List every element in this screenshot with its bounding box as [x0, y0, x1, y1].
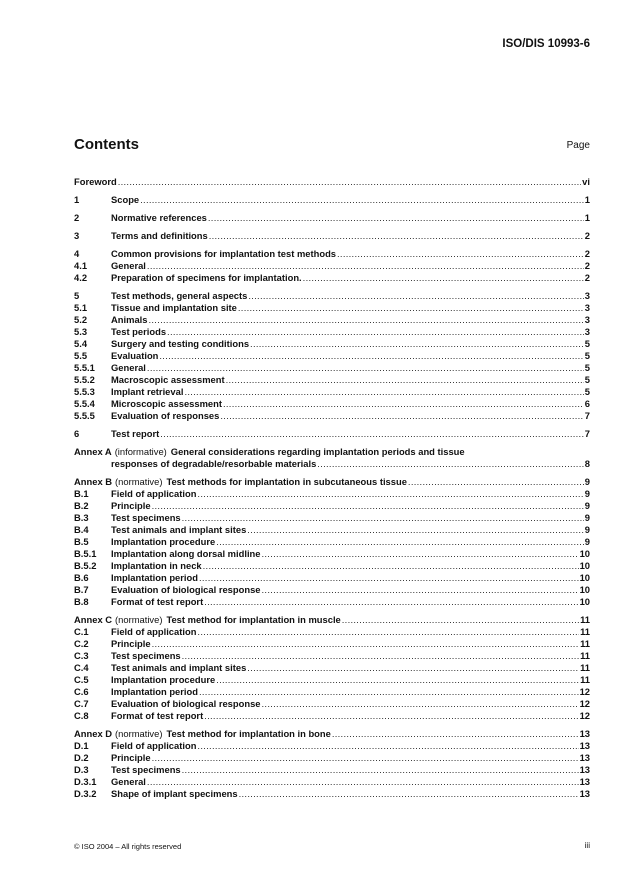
toc-entry-title: Test methods, general aspects — [111, 290, 248, 301]
toc-entry-page: 11 — [580, 650, 590, 661]
toc-entry-title: Animals — [111, 314, 148, 325]
dot-leader — [332, 728, 579, 740]
annex-a-heading[interactable] — [74, 446, 590, 458]
toc-entry-title: Principle — [111, 752, 151, 763]
toc-entry-page: 7 — [584, 428, 590, 439]
toc-entry-page: vi — [582, 176, 590, 187]
toc-entry[interactable] — [74, 512, 590, 524]
copyright-notice: © ISO 2004 – All rights reserved — [74, 842, 182, 851]
dot-leader — [118, 176, 581, 188]
toc-entry-title: Normative references — [111, 212, 207, 223]
annex-d-heading[interactable] — [74, 728, 590, 740]
toc-entry-number: C.3 — [74, 650, 89, 661]
toc-entry[interactable] — [74, 686, 590, 698]
toc-entry[interactable] — [74, 290, 590, 302]
toc-entry-title: Tissue and implantation site — [111, 302, 237, 313]
toc-entry-number: 1 — [74, 194, 80, 205]
toc-entry-number: 4.2 — [74, 272, 88, 283]
contents-heading: Contents — [74, 136, 139, 153]
toc-entry[interactable] — [74, 584, 590, 596]
toc-entry-number: 4 — [74, 248, 80, 259]
toc-entry[interactable] — [74, 302, 590, 314]
toc-entry[interactable] — [74, 386, 590, 398]
toc-entry[interactable] — [74, 500, 590, 512]
toc-entry-page: 12 — [579, 698, 590, 709]
toc-entry[interactable] — [74, 410, 590, 422]
toc-entry[interactable] — [74, 428, 590, 440]
dot-leader — [199, 572, 579, 584]
toc-entry-number: C.2 — [74, 638, 89, 649]
toc-entry-number: 5.5.3 — [74, 386, 95, 397]
toc-entry-title: Evaluation of biological response — [111, 584, 261, 595]
dot-leader — [216, 536, 584, 548]
toc-entry-page: 5 — [584, 374, 590, 385]
toc-entry[interactable] — [74, 350, 590, 362]
dot-leader — [247, 662, 579, 674]
toc-entry-page: 3 — [584, 314, 590, 325]
toc-entry[interactable] — [74, 764, 590, 776]
toc-entry[interactable] — [74, 194, 590, 206]
toc-entry[interactable] — [74, 398, 590, 410]
toc-entry-page: 10 — [579, 584, 590, 595]
toc-entry[interactable] — [74, 524, 590, 536]
toc-entry-number: 5.1 — [74, 302, 88, 313]
toc-entry-title: Surgery and testing conditions — [111, 338, 250, 349]
toc-entry-title: Implant retrieval — [111, 386, 184, 397]
toc-entry-page: 1 — [584, 194, 590, 205]
toc-entry-page: 3 — [584, 326, 590, 337]
toc-entry[interactable] — [74, 776, 590, 788]
dot-leader — [262, 584, 579, 596]
toc-entry-number: 5.5.4 — [74, 398, 95, 409]
toc-entry-title: Shape of implant specimens — [111, 788, 238, 799]
toc-entry-page: 10 — [579, 560, 590, 571]
toc-entry-number: B.8 — [74, 596, 89, 607]
toc-entry-page: 9 — [584, 476, 590, 487]
toc-entry-page: 11 — [580, 626, 590, 637]
annex-label: Annex D — [74, 728, 113, 739]
toc-entry-number: 5.5 — [74, 350, 88, 361]
toc-entry-page: 10 — [579, 572, 590, 583]
toc-entry-title: Field of application — [111, 626, 197, 637]
document-id: ISO/DIS 10993-6 — [502, 38, 590, 50]
toc-entry-title: Implantation in neck — [111, 560, 202, 571]
dot-leader — [147, 362, 584, 374]
dot-leader — [147, 260, 584, 272]
toc-entry-title: Test specimens — [111, 764, 181, 775]
dot-leader — [167, 326, 584, 338]
toc-entry-number: D.3.2 — [74, 788, 97, 799]
toc-entry-number: C.1 — [74, 626, 89, 637]
toc-entry-page: 11 — [580, 662, 590, 673]
toc-entry-number: B.1 — [74, 488, 89, 499]
toc-entry-foreword[interactable] — [74, 176, 590, 188]
toc-entry-number: C.4 — [74, 662, 89, 673]
toc-entry-title: General — [111, 260, 146, 271]
dot-leader — [182, 764, 579, 776]
dot-leader — [182, 650, 579, 662]
dot-leader — [250, 338, 584, 350]
toc-entry-title: Test specimens — [111, 650, 181, 661]
toc-entry-number: 5.4 — [74, 338, 88, 349]
toc-entry-number: 4.1 — [74, 260, 88, 271]
toc-entry[interactable] — [74, 536, 590, 548]
toc-entry-number: C.5 — [74, 674, 89, 685]
toc-entry-page: 6 — [584, 398, 590, 409]
toc-entry-title: Preparation of specimens for implantation. — [111, 272, 302, 283]
toc-entry-page: 12 — [579, 686, 590, 697]
toc-entry-title: Implantation period — [111, 686, 198, 697]
toc-entry-page: 11 — [580, 638, 590, 649]
toc-entry-title: Principle — [111, 638, 151, 649]
toc-entry-title: Principle — [111, 500, 151, 511]
toc-entry-page: 5 — [584, 386, 590, 397]
toc-entry-page: 9 — [584, 512, 590, 523]
toc-entry-number: 5.5.2 — [74, 374, 95, 385]
toc-entry-title: Microscopic assessment — [111, 398, 222, 409]
toc-entry[interactable] — [74, 572, 590, 584]
toc-entry[interactable] — [74, 212, 590, 224]
dot-leader — [197, 488, 583, 500]
annex-kind: (informative) — [114, 446, 167, 457]
toc-entry-page: 10 — [579, 548, 590, 559]
toc-entry-page: 9 — [584, 536, 590, 547]
dot-leader — [159, 350, 583, 362]
dot-leader — [262, 548, 579, 560]
dot-leader — [147, 776, 579, 788]
toc-entry-number: B.5 — [74, 536, 89, 547]
dot-leader — [303, 272, 584, 284]
page-number: iii — [584, 841, 590, 850]
toc-entry[interactable] — [74, 740, 590, 752]
dot-leader — [199, 686, 579, 698]
dot-leader — [226, 374, 584, 386]
toc-entry-title: Format of test report — [111, 710, 204, 721]
toc-entry-title: Evaluation of responses — [111, 410, 220, 421]
toc-entry-title: Field of application — [111, 488, 197, 499]
toc-entry-page: 12 — [579, 710, 590, 721]
toc-entry[interactable] — [74, 248, 590, 260]
toc-entry-number: B.7 — [74, 584, 89, 595]
toc-entry-page: 13 — [579, 764, 590, 775]
toc-entry-number: C.8 — [74, 710, 89, 721]
annex-kind: (normative) — [115, 476, 163, 487]
toc-entry-number: 5.5.1 — [74, 362, 95, 373]
dot-leader — [248, 290, 583, 302]
dot-leader — [317, 458, 583, 470]
toc-entry-page: 9 — [584, 524, 590, 535]
annex-title: Test method for implantation in bone — [166, 728, 331, 739]
toc-entry-title: Macroscopic assessment — [111, 374, 225, 385]
toc-entry[interactable] — [74, 626, 590, 638]
annex-a-heading-continued[interactable] — [74, 458, 590, 470]
toc-entry-page: 13 — [579, 728, 590, 739]
toc-entry-title: Test specimens — [111, 512, 181, 523]
toc-entry-page: 13 — [579, 752, 590, 763]
toc-entry-page: 11 — [580, 674, 590, 685]
toc-entry-page: 5 — [584, 338, 590, 349]
toc-entry-title: Evaluation of biological response — [111, 698, 261, 709]
toc-entry-title: Implantation procedure — [111, 536, 216, 547]
toc-entry[interactable] — [74, 362, 590, 374]
toc-entry[interactable] — [74, 326, 590, 338]
toc-entry-number: B.6 — [74, 572, 89, 583]
toc-entry-page: 13 — [579, 788, 590, 799]
toc-entry-number: 5 — [74, 290, 80, 301]
toc-entry-page: 2 — [584, 272, 590, 283]
toc-entry-title: Test animals and implant sites — [111, 524, 247, 535]
annex-label: Annex A — [74, 446, 112, 457]
toc-entry[interactable] — [74, 752, 590, 764]
toc-entry-title: Implantation along dorsal midline — [111, 548, 261, 559]
toc-entry[interactable] — [74, 338, 590, 350]
toc-entry-page: 10 — [579, 596, 590, 607]
toc-entry-title: Test report — [111, 428, 160, 439]
toc-entry[interactable] — [74, 272, 590, 284]
toc-entry-title: General — [111, 776, 146, 787]
toc-entry-number: B.5.2 — [74, 560, 97, 571]
dot-leader — [209, 230, 584, 242]
toc-entry-page: 3 — [584, 290, 590, 301]
toc-entry-number: B.4 — [74, 524, 89, 535]
dot-leader — [204, 710, 578, 722]
toc-entry[interactable] — [74, 674, 590, 686]
toc-entry-title: General — [111, 362, 146, 373]
toc-entry-number: 2 — [74, 212, 80, 223]
toc-entry-title: Foreword — [74, 176, 117, 187]
dot-leader — [197, 626, 579, 638]
toc-entry[interactable] — [74, 548, 590, 560]
dot-leader — [152, 752, 579, 764]
toc-entry-page: 2 — [584, 248, 590, 259]
toc-entry-number: B.3 — [74, 512, 89, 523]
toc-entry-number: D.3 — [74, 764, 89, 775]
toc-entry-title: Evaluation — [111, 350, 159, 361]
toc-entry-number: C.6 — [74, 686, 89, 697]
annex-label: Annex B — [74, 476, 113, 487]
annex-title: General considerations regarding implantation periods and tissue — [170, 446, 465, 457]
toc-entry-number: 5.5.5 — [74, 410, 95, 421]
toc-entry[interactable] — [74, 314, 590, 326]
annex-c-heading[interactable] — [74, 614, 590, 626]
toc-entry-page: 1 — [584, 212, 590, 223]
annex-b-heading[interactable] — [74, 476, 590, 488]
toc-entry-page: 5 — [584, 362, 590, 373]
annex-kind: (normative) — [115, 614, 163, 625]
dot-leader — [247, 524, 583, 536]
dot-leader — [238, 302, 584, 314]
toc-entry-title: Field of application — [111, 740, 197, 751]
toc-entry-number: 6 — [74, 428, 80, 439]
toc-entry-page: 7 — [584, 410, 590, 421]
annex-kind: (normative) — [115, 728, 163, 739]
dot-leader — [337, 248, 584, 260]
toc-entry-number: B.5.1 — [74, 548, 97, 559]
dot-leader — [197, 740, 578, 752]
dot-leader — [152, 500, 584, 512]
toc-entry[interactable] — [74, 662, 590, 674]
toc-entry-number: D.2 — [74, 752, 89, 763]
annex-label: Annex C — [74, 614, 113, 625]
dot-leader — [152, 638, 579, 650]
toc-entry-title: Terms and definitions — [111, 230, 208, 241]
toc-entry[interactable] — [74, 488, 590, 500]
toc-entry-page: 11 — [580, 614, 590, 625]
dot-leader — [140, 194, 584, 206]
toc-entry[interactable] — [74, 698, 590, 710]
dot-leader — [208, 212, 584, 224]
toc-entry[interactable] — [74, 710, 590, 722]
toc-entry[interactable] — [74, 638, 590, 650]
dot-leader — [342, 614, 579, 626]
toc-entry[interactable] — [74, 560, 590, 572]
toc-entry-title: Scope — [111, 194, 140, 205]
toc-entry-title: Implantation period — [111, 572, 198, 583]
toc-entry-number: B.2 — [74, 500, 89, 511]
dot-leader — [184, 386, 583, 398]
toc-entry[interactable] — [74, 596, 590, 608]
toc-entry-number: 3 — [74, 230, 80, 241]
toc-entry[interactable] — [74, 260, 590, 272]
toc-entry[interactable] — [74, 788, 590, 800]
dot-leader — [160, 428, 584, 440]
dot-leader — [203, 560, 579, 572]
toc-entry[interactable] — [74, 374, 590, 386]
dot-leader — [262, 698, 579, 710]
page-column-label: Page — [566, 140, 590, 151]
dot-leader — [408, 476, 584, 488]
toc-entry-title: Format of test report — [111, 596, 204, 607]
annex-title: Test method for implantation in muscle — [166, 614, 341, 625]
toc-entry-page: 5 — [584, 350, 590, 361]
toc-entry-page: 8 — [584, 458, 590, 469]
toc-entry-number: 5.2 — [74, 314, 88, 325]
toc-entry-title: Implantation procedure — [111, 674, 216, 685]
table-of-contents — [74, 176, 590, 800]
toc-entry-page: 13 — [579, 740, 590, 751]
toc-entry-page: 2 — [584, 260, 590, 271]
toc-entry-number: D.1 — [74, 740, 89, 751]
annex-title-continued: responses of degradable/resorbable materials — [111, 458, 317, 469]
toc-entry-page: 2 — [584, 230, 590, 241]
toc-entry-number: C.7 — [74, 698, 89, 709]
toc-entry[interactable] — [74, 650, 590, 662]
toc-entry-title: Common provisions for implantation test methods — [111, 248, 337, 259]
dot-leader — [220, 410, 583, 422]
toc-entry-page: 3 — [584, 302, 590, 313]
toc-entry-page: 9 — [584, 488, 590, 499]
dot-leader — [239, 788, 579, 800]
dot-leader — [204, 596, 578, 608]
toc-entry[interactable] — [74, 230, 590, 242]
toc-entry-title: Test periods — [111, 326, 167, 337]
toc-entry-number: D.3.1 — [74, 776, 97, 787]
dot-leader — [182, 512, 584, 524]
toc-entry-number: 5.3 — [74, 326, 88, 337]
toc-entry-page: 13 — [579, 776, 590, 787]
toc-entry-title: Test animals and implant sites — [111, 662, 247, 673]
toc-entry-page: 9 — [584, 500, 590, 511]
dot-leader — [216, 674, 579, 686]
dot-leader — [223, 398, 584, 410]
annex-title: Test methods for implantation in subcutaneous tissue — [166, 476, 407, 487]
dot-leader — [148, 314, 583, 326]
